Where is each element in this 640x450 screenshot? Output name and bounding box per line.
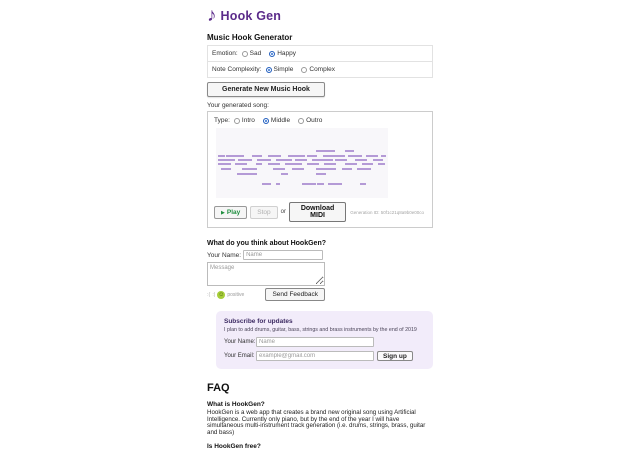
radio-label: Intro [241,117,255,124]
subscribe-box [216,311,433,369]
generate-button[interactable]: Generate New Music Hook [207,82,325,97]
feedback-heading: What do you think about HookGen? [207,240,326,247]
generated-song-label: Your generated song: [207,102,269,109]
midi-note [257,159,271,161]
options-table [207,45,433,78]
midi-note [378,163,385,165]
page-column [207,0,433,450]
subscribe-name-row [224,337,425,347]
midi-note [345,150,354,152]
midi-note [342,168,352,170]
midi-note [237,173,258,175]
music-note-icon: ♪ [207,5,217,26]
radio-label: Outro [306,117,323,124]
midi-note [226,155,243,157]
radio-type-middle[interactable] [263,117,290,124]
faq-question-1: What is HookGen? [207,401,265,408]
midi-note [316,150,325,152]
subscribe-email-input[interactable] [256,351,374,361]
sentiment-label: positive [227,291,245,298]
midi-note [281,173,288,175]
radio-type-intro[interactable] [234,117,255,124]
or-text: or [280,209,286,215]
emotion-row [208,46,432,61]
feedback-message-textarea[interactable] [207,262,325,286]
piano-roll [216,128,388,198]
radio-icon[interactable] [263,118,269,124]
page-title: Music Hook Generator [207,33,293,42]
logo [207,0,433,26]
subscribe-name-label: Your Name: [224,339,256,345]
happy-face-icon: ☺ [218,291,225,298]
faq-answer-1: HookGen is a web app that creates a brand new original song using Artificial Intelligence. Currently only piano, but by the end of the year I will have simultaneous multi-instrument track generation (i.e. drums, strings, brass, guitar and bass) [207,409,426,436]
complexity-label: Note Complexity: [212,66,262,73]
stop-button[interactable]: Stop [250,206,277,219]
feedback-name-label: Your Name: [207,251,242,259]
midi-note [235,163,247,165]
midi-note [323,155,345,157]
midi-note [218,159,235,161]
midi-note [360,183,365,185]
download-midi-button[interactable]: Download MIDI [289,202,346,222]
song-box [207,111,433,228]
radio-icon[interactable] [266,67,272,73]
generation-id: Generation ID: 50f1c21q8a9b0e00co [350,209,424,215]
midi-note [288,155,305,157]
midi-note [302,183,316,185]
subscribe-subtitle: I plan to add drums, guitar, bass, strings and brass instruments by the end of 2019 [224,327,417,333]
midi-note [262,183,271,185]
feedback-name-input[interactable] [243,250,323,260]
sad-face-icon: :( [207,291,211,298]
radio-icon[interactable] [298,118,304,124]
midi-note [218,163,232,165]
radio-label: Sad [249,50,262,57]
midi-note [252,155,262,157]
midi-note [357,168,371,170]
sentiment-indicator [207,291,244,299]
radio-icon[interactable] [301,67,307,73]
radio-label: Happy [277,50,297,57]
midi-note [221,168,231,170]
radio-icon[interactable] [234,118,240,124]
sign-up-button[interactable]: Sign up [377,351,413,361]
midi-note [218,155,225,157]
radio-label: Simple [273,66,294,73]
brand-name: Hook Gen [220,8,282,23]
midi-note [355,159,367,161]
emotion-label: Emotion: [212,50,238,57]
radio-complexity-complex[interactable] [301,66,335,73]
midi-note [324,150,334,152]
midi-note [285,163,302,165]
midi-note [348,155,362,157]
feedback-name-row [207,250,433,260]
radio-emotion-happy[interactable] [269,50,296,57]
play-icon: ▶ [221,209,225,216]
midi-note [316,173,326,175]
midi-note [292,168,304,170]
midi-note [307,163,319,165]
midi-note [295,159,307,161]
type-row [212,116,424,126]
midi-note [276,183,279,185]
midi-note [256,163,263,165]
midi-note [328,183,342,185]
midi-note [366,155,378,157]
midi-note [324,163,336,165]
faq-heading: FAQ [207,382,230,394]
midi-note [317,183,324,185]
midi-note [312,159,333,161]
subscribe-email-row [224,351,425,361]
midi-note [238,159,252,161]
play-label: Play [226,208,241,216]
neutral-face-icon: :| [212,291,216,298]
radio-label: Complex [309,66,336,73]
radio-label: Middle [270,117,291,124]
radio-complexity-simple[interactable] [266,66,294,73]
midi-note [345,163,357,165]
send-feedback-button[interactable]: Send Feedback [265,288,325,301]
midi-note [381,155,386,157]
midi-note [268,163,280,165]
subscribe-heading: Subscribe for updates [224,318,293,325]
feedback-bottom-row [207,288,325,301]
radio-icon[interactable] [269,51,275,57]
midi-note [362,163,372,165]
midi-note [268,155,282,157]
midi-note [276,159,291,161]
midi-note [273,168,285,170]
subscribe-email-label: Your Email: [224,353,255,359]
player-controls [214,202,424,222]
midi-note [242,168,257,170]
midi-note [307,155,317,157]
play-button[interactable] [214,206,247,219]
radio-emotion-sad[interactable] [242,50,262,57]
subscribe-name-input[interactable] [256,337,374,347]
midi-note [335,159,347,161]
midi-note [316,168,337,170]
type-label: Type: [214,117,230,124]
complexity-row [208,61,432,77]
radio-icon[interactable] [242,51,248,57]
faq-question-2: Is HookGen free? [207,443,261,450]
midi-note [373,159,383,161]
radio-type-outro[interactable] [298,117,322,124]
